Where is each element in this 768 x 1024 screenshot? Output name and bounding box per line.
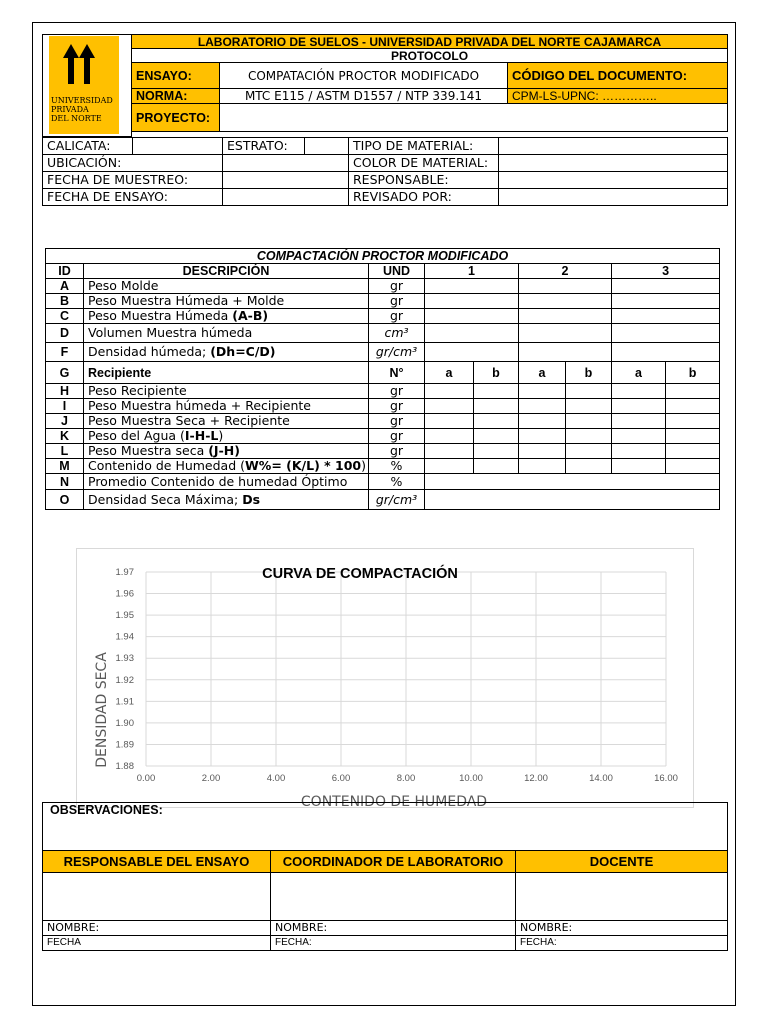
value-cell[interactable] xyxy=(519,279,612,294)
proctor-table xyxy=(45,248,720,510)
value-cell[interactable] xyxy=(425,474,720,490)
firma-coordinador[interactable] xyxy=(271,873,516,921)
row-unit: gr xyxy=(369,279,425,294)
fecha-ensayo-value[interactable] xyxy=(223,189,349,206)
row-description-tail: ) xyxy=(361,458,367,473)
row-description-text: Contenido de Humedad ( xyxy=(88,458,246,473)
value-cell[interactable] xyxy=(519,414,566,429)
revisado-value[interactable] xyxy=(499,189,728,206)
row-description-formula: W%= (K/L) * 100 xyxy=(245,458,362,473)
row-unit: gr xyxy=(369,309,425,324)
value-cell[interactable] xyxy=(519,459,566,474)
row-unit: % xyxy=(369,459,425,474)
sub-header-a: a xyxy=(519,362,566,384)
value-cell[interactable] xyxy=(666,429,720,444)
lab-title: LABORATORIO DE SUELOS - UNIVERSIDAD PRIVADA DEL NORTE CAJAMARCA xyxy=(132,35,728,49)
y-tick-label: 1.94 xyxy=(115,631,134,643)
docente-header: DOCENTE xyxy=(516,851,728,873)
row-description-formula: (A-B) xyxy=(232,308,269,323)
row-unit: gr xyxy=(369,384,425,399)
x-tick-label: 8.00 xyxy=(396,773,416,784)
value-cell[interactable] xyxy=(425,399,474,414)
tipo-material-value[interactable] xyxy=(499,138,728,155)
logo-frame xyxy=(42,34,132,137)
ensayo-value: COMPATACIÓN PROCTOR MODIFICADO xyxy=(220,63,508,89)
estrato-label: ESTRATO: xyxy=(223,138,305,155)
value-cell[interactable] xyxy=(666,459,720,474)
table-row xyxy=(46,414,720,429)
row-id: G xyxy=(46,362,84,384)
table-row xyxy=(46,429,720,444)
row-unit: gr/cm³ xyxy=(369,490,425,510)
nombre-docente: NOMBRE: xyxy=(516,921,728,936)
value-cell[interactable] xyxy=(425,414,474,429)
responsable-value[interactable] xyxy=(499,172,728,189)
value-cell[interactable] xyxy=(566,444,612,459)
row-description-text: Peso Muestra Húmeda xyxy=(88,308,233,323)
row-description-text: Peso Muestra húmeda + Recipiente xyxy=(88,398,311,413)
calicata-value[interactable] xyxy=(133,138,223,155)
fecha-ensayo-label: FECHA DE ENSAYO: xyxy=(43,189,223,206)
table-row xyxy=(46,294,720,309)
row-description-text: Promedio Contenido de humedad Óptimo xyxy=(88,473,348,489)
value-cell[interactable] xyxy=(612,324,720,343)
table-row xyxy=(46,399,720,414)
row-id: A xyxy=(46,279,84,294)
value-cell[interactable] xyxy=(519,444,566,459)
row-description-text: Volumen Muestra húmeda xyxy=(88,325,253,340)
value-cell[interactable] xyxy=(474,444,519,459)
row-unit: % xyxy=(369,474,425,490)
codigo-label: CÓDIGO DEL DOCUMENTO: xyxy=(508,63,728,89)
row-description xyxy=(84,324,369,343)
x-tick-label: 6.00 xyxy=(331,773,351,784)
header-col-1: 1 xyxy=(425,264,519,279)
row-description-text: Peso Muestra Seca + Recipiente xyxy=(88,413,290,428)
x-axis-label: CONTENIDO DE HUMEDAD xyxy=(300,794,488,810)
estrato-value[interactable] xyxy=(305,138,349,155)
row-description xyxy=(84,444,369,459)
fecha-responsable: FECHA xyxy=(43,936,271,951)
value-cell[interactable] xyxy=(474,429,519,444)
table-row xyxy=(46,474,720,490)
x-tick-label: 16.00 xyxy=(654,773,678,784)
x-tick-label: 4.00 xyxy=(266,773,286,784)
row-id: F xyxy=(46,343,84,362)
header-col-3: 3 xyxy=(612,264,720,279)
y-axis-label: DENSIDAD SECA xyxy=(94,652,110,768)
value-cell[interactable] xyxy=(519,294,612,309)
tipo-material-label: TIPO DE MATERIAL: xyxy=(349,138,499,155)
proyecto-label: PROYECTO: xyxy=(132,104,220,132)
row-id: H xyxy=(46,384,84,399)
row-description xyxy=(84,474,369,490)
value-cell[interactable] xyxy=(612,399,666,414)
table-row xyxy=(46,384,720,399)
fecha-coordinador: FECHA: xyxy=(271,936,516,951)
fecha-muestreo-value[interactable] xyxy=(223,172,349,189)
logo-line-3: DEL NORTE xyxy=(51,114,102,123)
header-col-2: 2 xyxy=(519,264,612,279)
row-description xyxy=(84,490,369,510)
value-cell[interactable] xyxy=(612,459,666,474)
row-description-formula: Ds xyxy=(242,491,261,507)
y-tick-label: 1.96 xyxy=(115,588,134,600)
y-tick-label: 1.97 xyxy=(115,567,134,578)
row-unit: N° xyxy=(369,362,425,384)
revisado-label: REVISADO POR: xyxy=(349,189,499,206)
row-description xyxy=(84,343,369,362)
y-tick-label: 1.92 xyxy=(115,674,134,686)
ubicacion-value[interactable] xyxy=(223,155,349,172)
sub-header-a: a xyxy=(612,362,666,384)
color-material-value[interactable] xyxy=(499,155,728,172)
firma-docente[interactable] xyxy=(516,873,728,921)
footer-table xyxy=(42,802,728,951)
table-row xyxy=(46,444,720,459)
table-row xyxy=(46,343,720,362)
coordinador-header: COORDINADOR DE LABORATORIO xyxy=(271,851,516,873)
value-cell[interactable] xyxy=(612,444,666,459)
info-table xyxy=(42,137,728,206)
logo-line-1: UNIVERSIDAD xyxy=(51,96,113,105)
table-row xyxy=(46,459,720,474)
observaciones-label: OBSERVACIONES: xyxy=(43,803,728,851)
row-description-text: Densidad húmeda; xyxy=(88,344,211,359)
value-cell[interactable] xyxy=(566,384,612,399)
header-descripcion: DESCRIPCIÓN xyxy=(84,264,369,279)
table-row xyxy=(46,490,720,510)
row-id: I xyxy=(46,399,84,414)
row-unit: gr xyxy=(369,294,425,309)
row-description-tail: ) xyxy=(218,428,224,443)
value-cell[interactable] xyxy=(612,343,720,362)
y-tick-label: 1.93 xyxy=(115,653,134,665)
x-tick-label: 14.00 xyxy=(589,773,613,784)
table-row xyxy=(46,324,720,343)
value-cell[interactable] xyxy=(425,429,474,444)
value-cell[interactable] xyxy=(612,384,666,399)
row-id: K xyxy=(46,429,84,444)
row-unit: gr xyxy=(369,444,425,459)
value-cell[interactable] xyxy=(474,414,519,429)
nombre-responsable: NOMBRE: xyxy=(43,921,271,936)
value-cell[interactable] xyxy=(612,414,666,429)
row-description xyxy=(84,384,369,399)
value-cell[interactable] xyxy=(425,384,474,399)
value-cell[interactable] xyxy=(474,459,519,474)
value-cell[interactable] xyxy=(425,444,474,459)
proctor-title: COMPACTACIÓN PROCTOR MODIFICADO xyxy=(46,249,720,264)
row-description xyxy=(84,294,369,309)
value-cell[interactable] xyxy=(519,384,566,399)
value-cell[interactable] xyxy=(612,429,666,444)
row-description-formula: (Dh=C/D) xyxy=(210,344,276,359)
sub-header-b: b xyxy=(666,362,720,384)
header-id: ID xyxy=(46,264,84,279)
value-cell[interactable] xyxy=(474,384,519,399)
row-description-formula: I-H-L xyxy=(184,428,219,443)
protocol-title: PROTOCOLO xyxy=(132,49,728,63)
row-description-formula: (J-H) xyxy=(208,443,240,458)
value-cell[interactable] xyxy=(425,490,720,510)
table-row xyxy=(46,309,720,324)
chart-title: CURVA DE COMPACTACIÓN xyxy=(262,566,458,582)
compaction-chart xyxy=(76,548,694,810)
x-tick-label: 10.00 xyxy=(459,773,483,784)
fecha-docente: FECHA: xyxy=(516,936,728,951)
row-description xyxy=(84,309,369,324)
y-tick-label: 1.95 xyxy=(115,610,134,622)
value-cell[interactable] xyxy=(519,399,566,414)
nombre-coordinador: NOMBRE: xyxy=(271,921,516,936)
row-description xyxy=(84,414,369,429)
row-description-text: Peso Muestra seca xyxy=(88,443,209,458)
value-cell[interactable] xyxy=(666,414,720,429)
value-cell[interactable] xyxy=(425,294,519,309)
logo-line-2: PRIVADA xyxy=(51,105,89,114)
calicata-label: CALICATA: xyxy=(43,138,133,155)
fecha-muestreo-label: FECHA DE MUESTREO: xyxy=(43,172,223,189)
codigo-value: CPM-LS-UPNC: ………….. xyxy=(508,89,728,104)
row-id: N xyxy=(46,474,84,490)
row-description xyxy=(84,459,369,474)
responsable-label: RESPONSABLE: xyxy=(349,172,499,189)
y-tick-label: 1.88 xyxy=(115,761,134,772)
value-cell[interactable] xyxy=(566,459,612,474)
row-description xyxy=(84,429,369,444)
value-cell[interactable] xyxy=(519,343,612,362)
row-id: B xyxy=(46,294,84,309)
value-cell[interactable] xyxy=(425,309,519,324)
x-tick-label: 12.00 xyxy=(524,773,548,784)
row-id: C xyxy=(46,309,84,324)
row-unit: gr xyxy=(369,429,425,444)
value-cell[interactable] xyxy=(566,399,612,414)
value-cell[interactable] xyxy=(425,343,519,362)
norma-label: NORMA: xyxy=(132,89,220,104)
row-description-text: Densidad Seca Máxima; xyxy=(88,491,243,507)
row-id: L xyxy=(46,444,84,459)
sub-header-b: b xyxy=(474,362,519,384)
value-cell[interactable] xyxy=(425,279,519,294)
sub-header-b: b xyxy=(566,362,612,384)
row-id: M xyxy=(46,459,84,474)
row-description-text: Peso Muestra Húmeda + Molde xyxy=(88,293,285,308)
x-tick-label: 2.00 xyxy=(201,773,221,784)
x-tick-label: 0.00 xyxy=(136,773,156,784)
ubicacion-label: UBICACIÓN: xyxy=(43,155,223,172)
value-cell[interactable] xyxy=(666,384,720,399)
row-id: J xyxy=(46,414,84,429)
header-und: UND xyxy=(369,264,425,279)
value-cell[interactable] xyxy=(612,279,720,294)
color-material-label: COLOR DE MATERIAL: xyxy=(349,155,499,172)
value-cell[interactable] xyxy=(474,399,519,414)
proyecto-value[interactable] xyxy=(220,104,728,132)
value-cell[interactable] xyxy=(519,429,566,444)
row-unit: gr/cm³ xyxy=(369,343,425,362)
y-tick-label: 1.90 xyxy=(115,717,134,729)
value-cell[interactable] xyxy=(425,324,519,343)
firma-responsable[interactable] xyxy=(43,873,271,921)
row-description: Recipiente xyxy=(84,362,369,384)
header-table xyxy=(131,34,728,132)
row-unit: gr xyxy=(369,399,425,414)
value-cell[interactable] xyxy=(425,459,474,474)
value-cell[interactable] xyxy=(612,294,720,309)
value-cell[interactable] xyxy=(519,309,612,324)
row-description-text: Peso del Agua ( xyxy=(88,428,185,443)
value-cell[interactable] xyxy=(666,399,720,414)
row-description xyxy=(84,399,369,414)
y-tick-label: 1.91 xyxy=(115,696,134,708)
y-tick-label: 1.89 xyxy=(115,739,134,751)
ensayo-label: ENSAYO: xyxy=(132,63,220,89)
norma-value: MTC E115 / ASTM D1557 / NTP 339.141 xyxy=(220,89,508,104)
row-id: D xyxy=(46,324,84,343)
sub-header-a: a xyxy=(425,362,474,384)
row-description-text: Peso Recipiente xyxy=(88,383,187,398)
row-unit: cm³ xyxy=(369,324,425,343)
row-description-text: Peso Molde xyxy=(88,278,159,293)
value-cell[interactable] xyxy=(666,444,720,459)
row-id: O xyxy=(46,490,84,510)
value-cell[interactable] xyxy=(519,324,612,343)
value-cell[interactable] xyxy=(566,429,612,444)
row-unit: gr xyxy=(369,414,425,429)
value-cell[interactable] xyxy=(612,309,720,324)
responsable-ensayo-header: RESPONSABLE DEL ENSAYO xyxy=(43,851,271,873)
value-cell[interactable] xyxy=(566,414,612,429)
row-description xyxy=(84,279,369,294)
table-row xyxy=(46,279,720,294)
